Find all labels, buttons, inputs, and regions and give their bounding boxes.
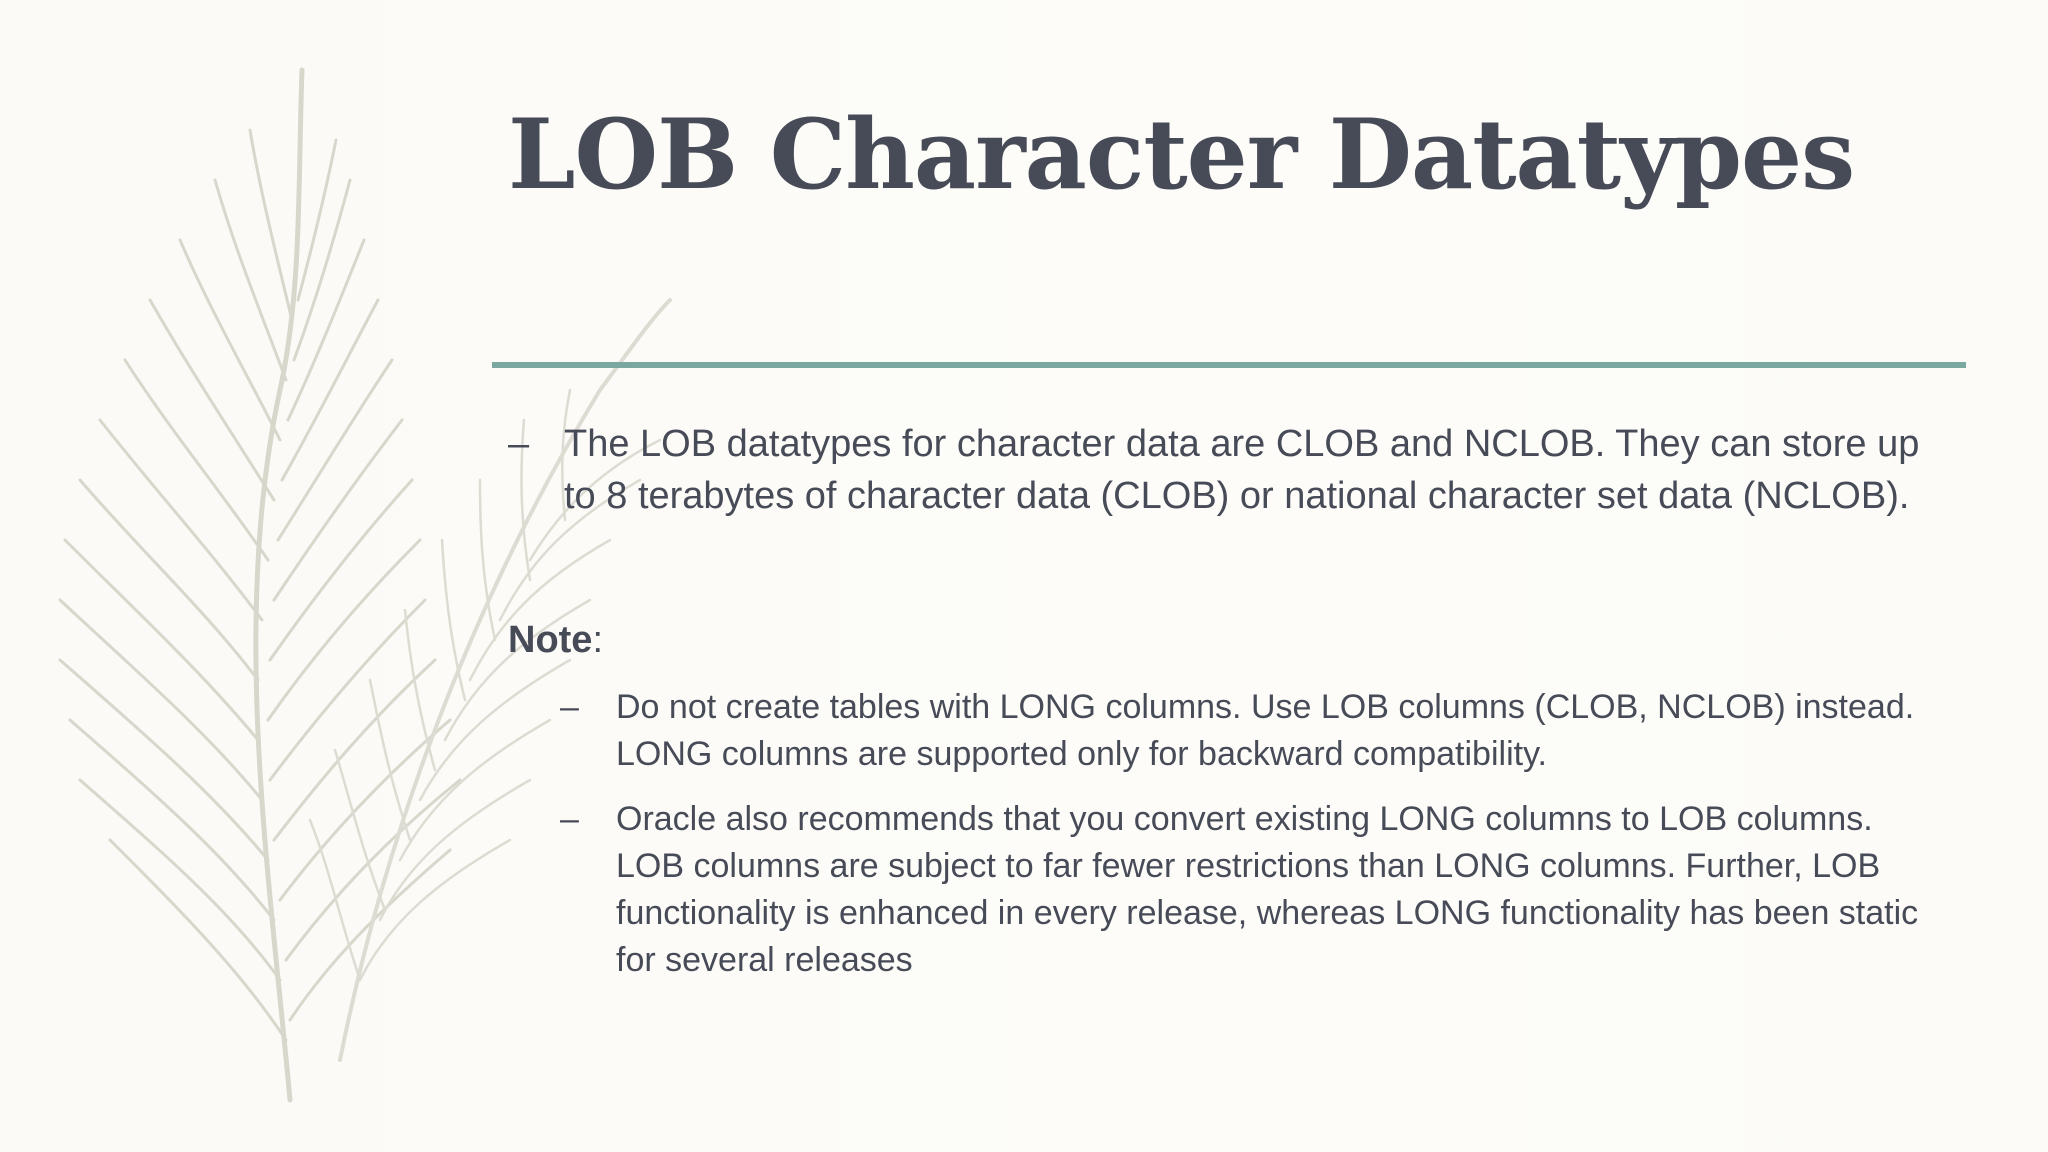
slide-title: LOB Character Datatypes	[508, 98, 1855, 211]
bullet-marker: –	[508, 423, 530, 465]
bullet-item	[508, 418, 1948, 522]
bullet-marker: –	[560, 688, 579, 726]
note-item-text: Oracle also recommends that you convert existing LONG columns to LOB columns. LOB columns are subject to far fewer restrictions than LONG columns. Further, LOB functionality is enhanced in every release, whereas LONG functionality has been static for several releases	[616, 800, 1919, 979]
bullet-marker: –	[560, 800, 579, 838]
title-divider	[492, 362, 1966, 368]
note-item-text: Do not create tables with LONG columns. Use LOB columns (CLOB, NCLOB) instead. LONG columns are supported only for backward compatibility.	[616, 688, 1915, 773]
note-item	[560, 796, 1930, 984]
bullet-text: The LOB datatypes for character data are CLOB and NCLOB. They can store up to 8 terabytes of character data (CLOB) or national character set data (NCLOB).	[564, 423, 1920, 517]
slide-body	[508, 418, 1948, 1002]
note-label: Note	[508, 619, 593, 661]
note-list	[508, 684, 1948, 984]
note-item	[560, 684, 1930, 778]
note-heading	[508, 614, 1948, 666]
note-colon: :	[592, 619, 604, 661]
